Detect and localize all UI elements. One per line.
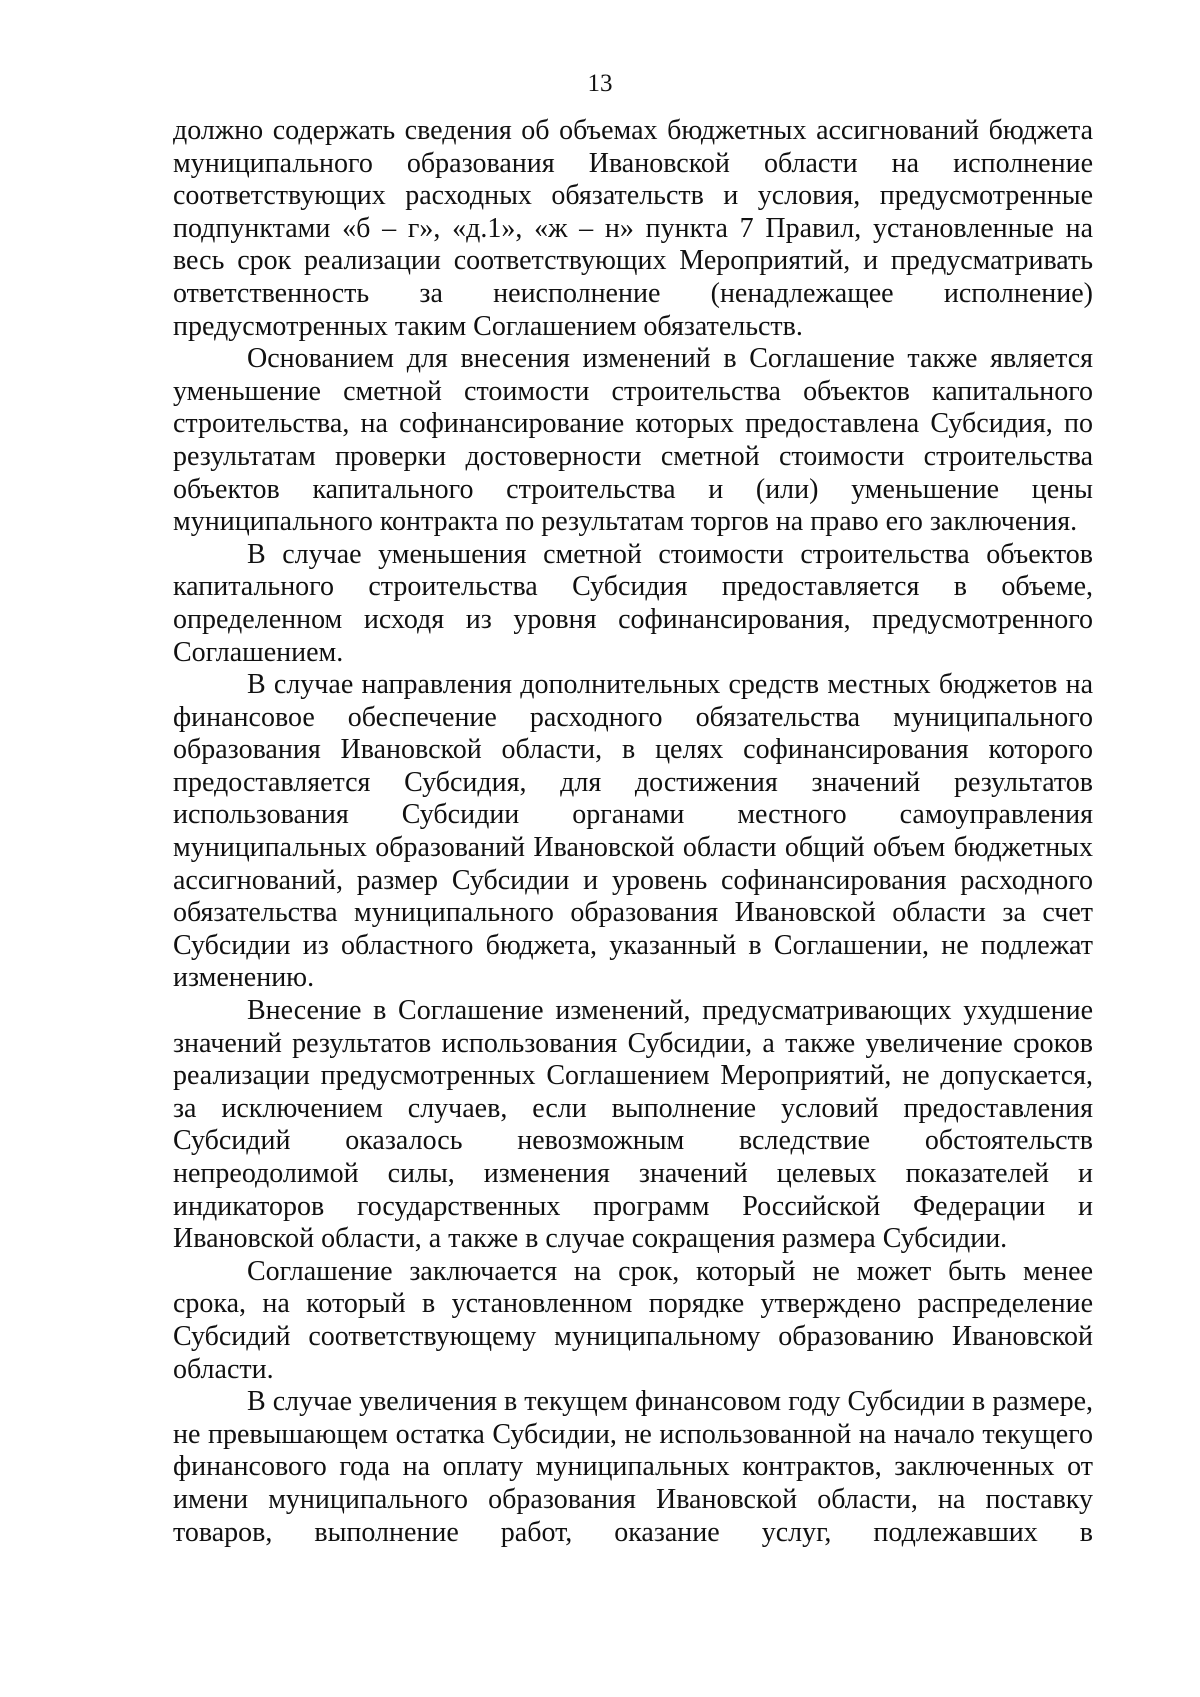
paragraph-agreement-term: Соглашение заключается на срок, который не может быть менее срока, на который в установленном порядке утверждено распределение Субсидий соответствующему муниципальному образованию Ивановской области.	[173, 1255, 1093, 1385]
paragraph-subsidy-increase: В случае увеличения в текущем финансовом году Субсидии в размере, не превышающем остатка Субсидии, не использованной на начало текущего финансового года на оплату муниципальных контрактов, заключенных от имени муниципального образования Ивановской области, на поставку товаров, выполнение работ, оказание услуг, подлежавших в	[173, 1386, 1093, 1548]
paragraph-cost-reduction: В случае уменьшения сметной стоимости строительства объектов капитального строительства Субсидия предоставляется в объеме, определенном исходя из уровня софинансирования, предусмотренного Соглашением.	[173, 538, 1093, 668]
paragraph-continuation: должно содержать сведения об объемах бюджетных ассигнований бюджета муниципального образования Ивановской области на исполнение соответствующих расходных обязательств и условия, предусмотренные подпунктами «б – г», «д.1», «ж – н» пункта 7 Правил, установленные на весь срок реализации соответствующих Мероприятий, и предусматривать ответственность за неисполнение (ненадлежащее исполнение) предусмотренных таким Соглашением обязательств.	[173, 115, 1093, 342]
paragraph-amendment-basis: Основанием для внесения изменений в Соглашение также является уменьшение сметной стоимости строительства объектов капитального строительства, на софинансирование которых предоставлена Субсидия, по результатам проверки достоверности сметной стоимости строительства объектов капитального строительства и (или) уменьшение цены муниципального контракта по результатам торгов на право его заключения.	[173, 343, 1093, 538]
page-number: 13	[587, 70, 613, 97]
paragraph-additional-funds: В случае направления дополнительных средств местных бюджетов на финансовое обеспечение расходного обязательства муниципального образования Ивановской области, в целях софинансирования которого предоставляется Субсидия, для достижения значений результатов использования Субсидии органами местного самоуправления муниципальных образований Ивановской области общий объем бюджетных ассигнований, размер Субсидии и уровень софинансирования расходного обязательства муниципального образования Ивановской области за счет Субсидии из областного бюджета, указанный в Соглашении, не подлежат изменению.	[173, 669, 1093, 994]
paragraph-amendment-restrictions: Внесение в Соглашение изменений, предусматривающих ухудшение значений результатов использования Субсидии, а также увеличение сроков реализации предусмотренных Соглашением Мероприятий, не допускается, за исключением случаев, если выполнение условий предоставления Субсидий оказалось невозможным вследствие обстоятельств непреодолимой силы, изменения значений целевых показателей и индикаторов государственных программ Российской Федерации и Ивановской области, а также в случае сокращения размера Субсидии.	[173, 995, 1093, 1255]
document-body	[173, 115, 1093, 1549]
